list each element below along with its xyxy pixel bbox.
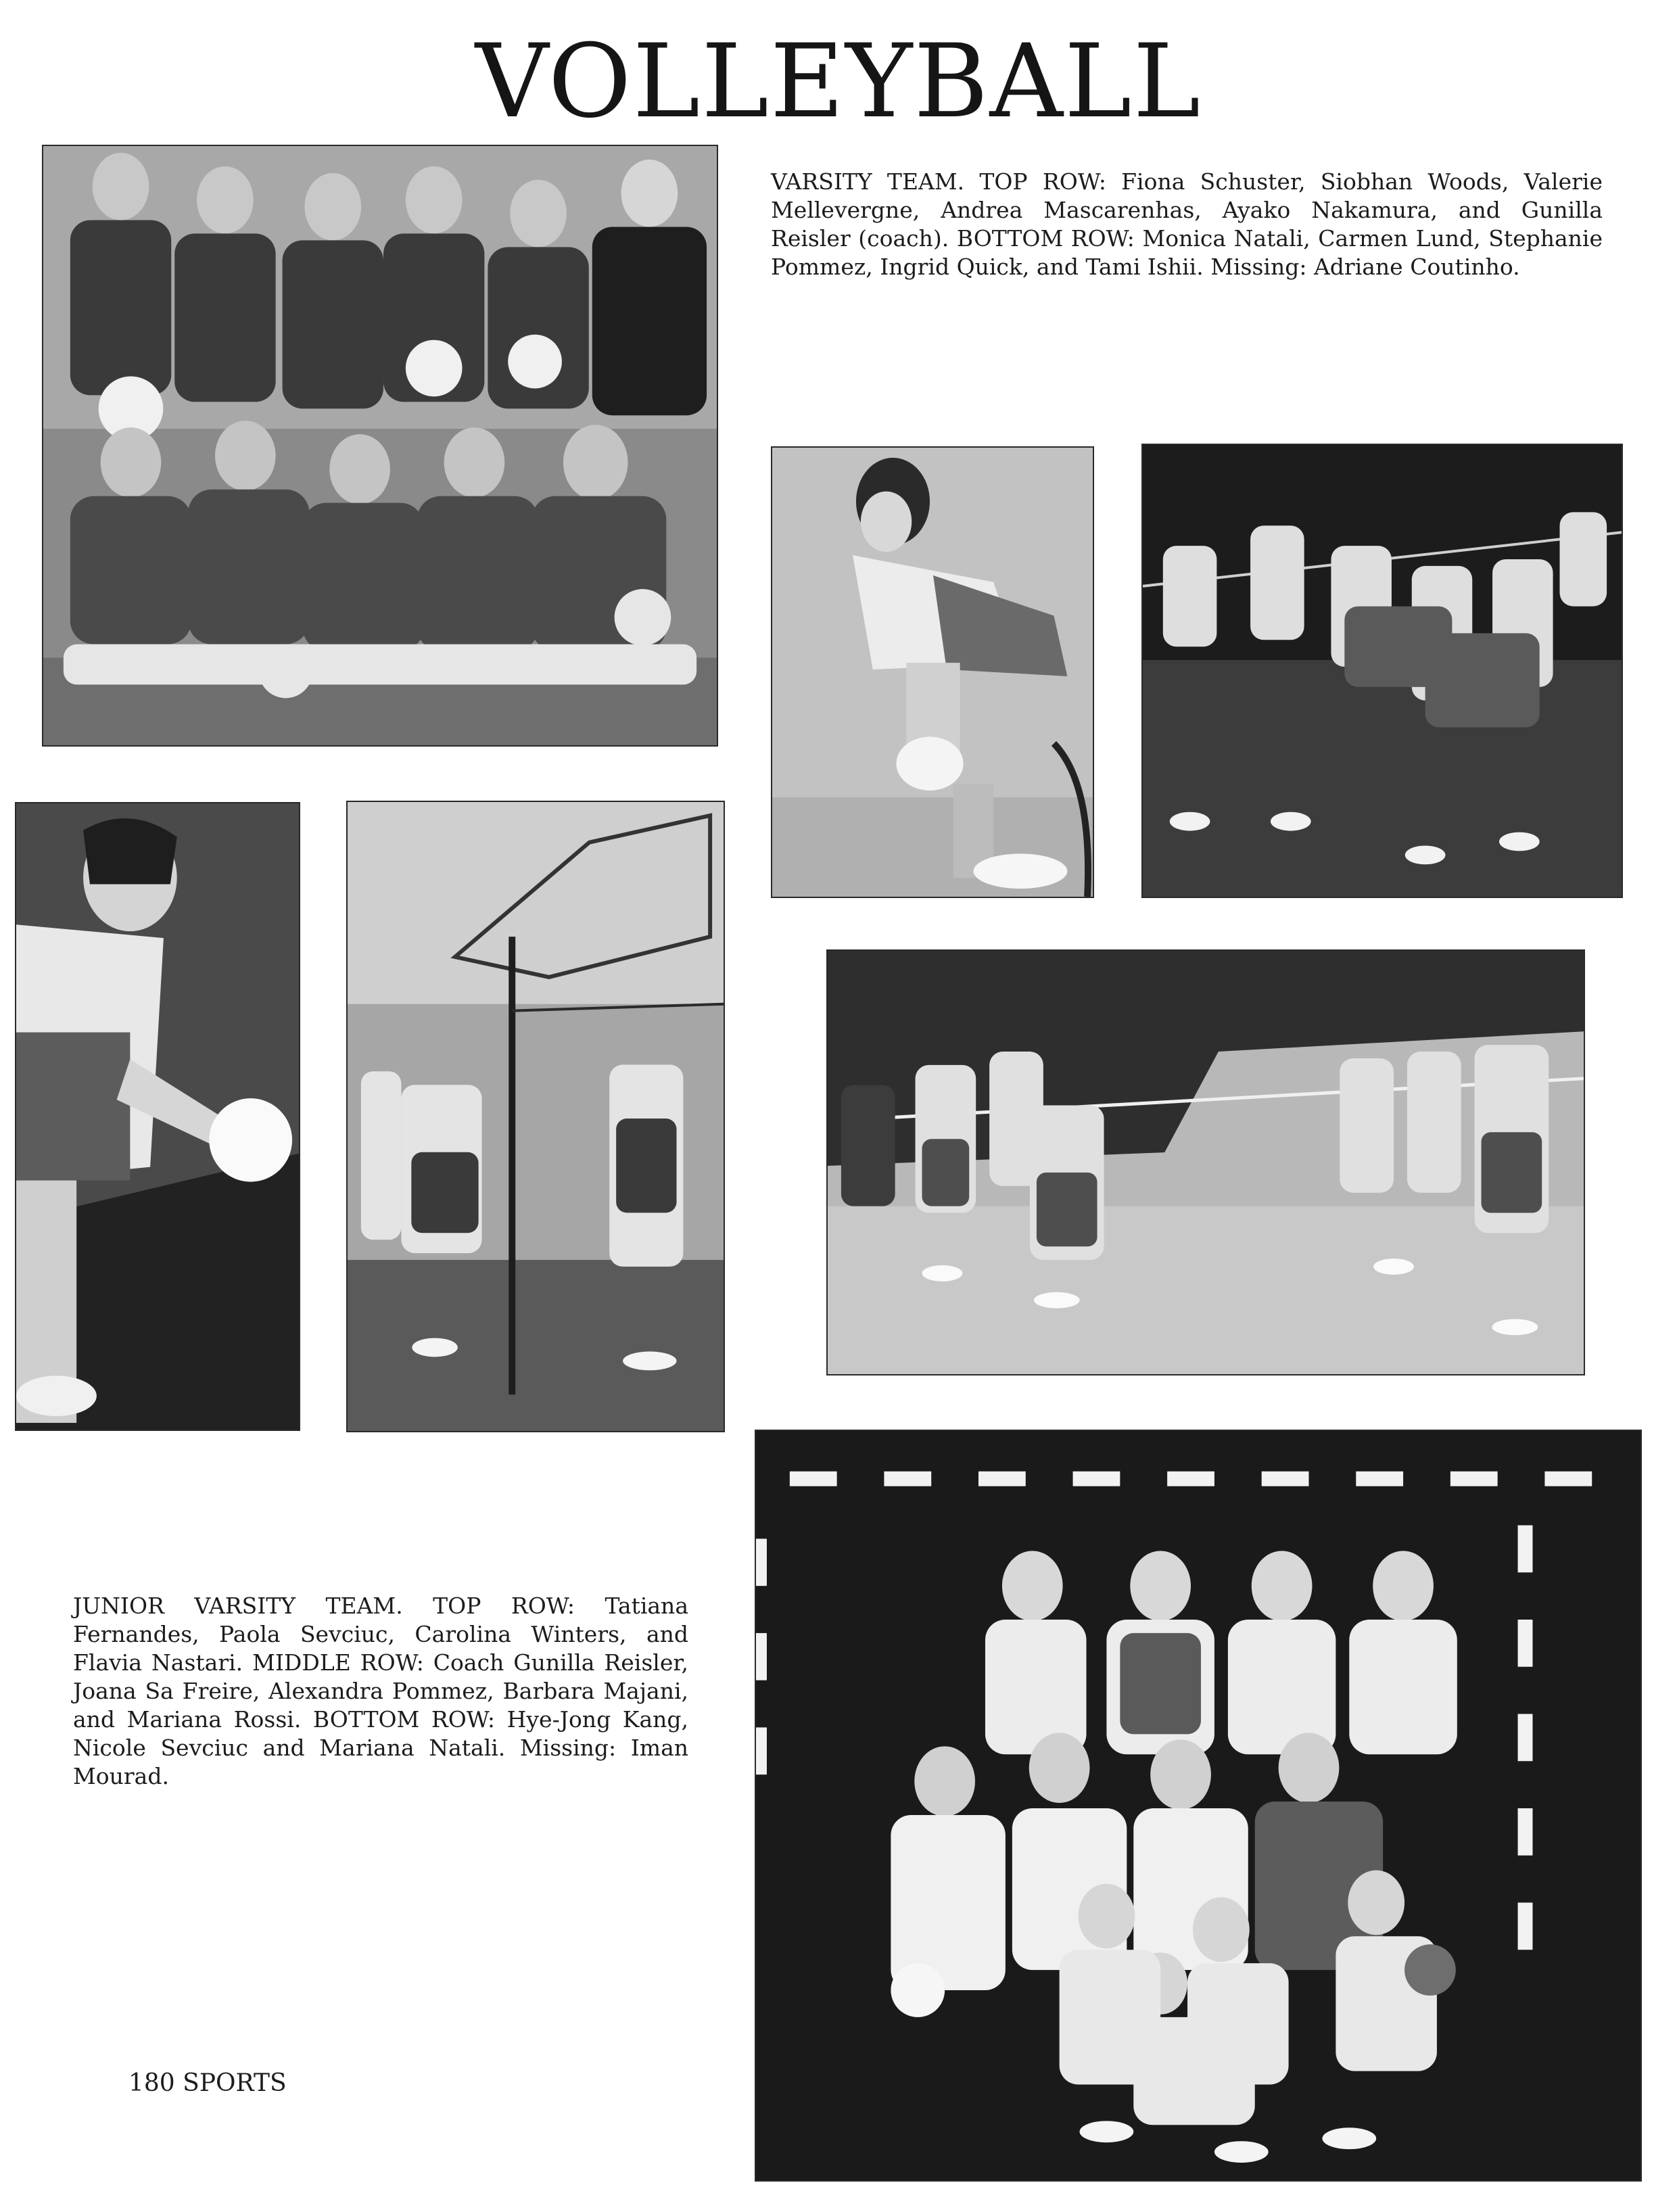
page-title: VOLLEYBALL <box>475 23 1202 141</box>
varsity-team-photo <box>42 145 718 747</box>
match-in-progress-photo <box>826 949 1585 1375</box>
player-number-14-photo <box>15 802 300 1431</box>
junior-varsity-team-photo <box>755 1430 1642 2182</box>
team-on-court-photo <box>1141 444 1623 898</box>
junior-varsity-team-caption: JUNIOR VARSITY TEAM. TOP ROW: Tatiana Fernandes, Paola Sevciuc, Carolina Winters, and Flavia Nastari. MIDDLE ROW: Coach Gunilla Reisler, Joana Sa Freire, Alexandra Pommez, Barbara Majani, and Mariana Rossi. BOTTOM ROW: Hye-Jong Kang, Nicole Sevciuc and Mariana Natali. Missing: Iman Mourad. <box>73 1593 688 1789</box>
player-bump-pass-photo <box>771 446 1094 898</box>
varsity-team-caption: VARSITY TEAM. TOP ROW: Fiona Schuster, Siobhan Woods, Valerie Mellevergne, Andrea Mascarenhas, Ayako Nakamura, and Gunilla Reisler (coach). BOTTOM ROW: Monica Natali, Carmen Lund, Stephanie Pommez, Ingrid Quick, and Tami Ishii. Missing: Adriane Coutinho. <box>771 168 1603 280</box>
page-footer: 180 SPORTS <box>128 2069 287 2097</box>
players-under-net-photo <box>346 801 725 1432</box>
